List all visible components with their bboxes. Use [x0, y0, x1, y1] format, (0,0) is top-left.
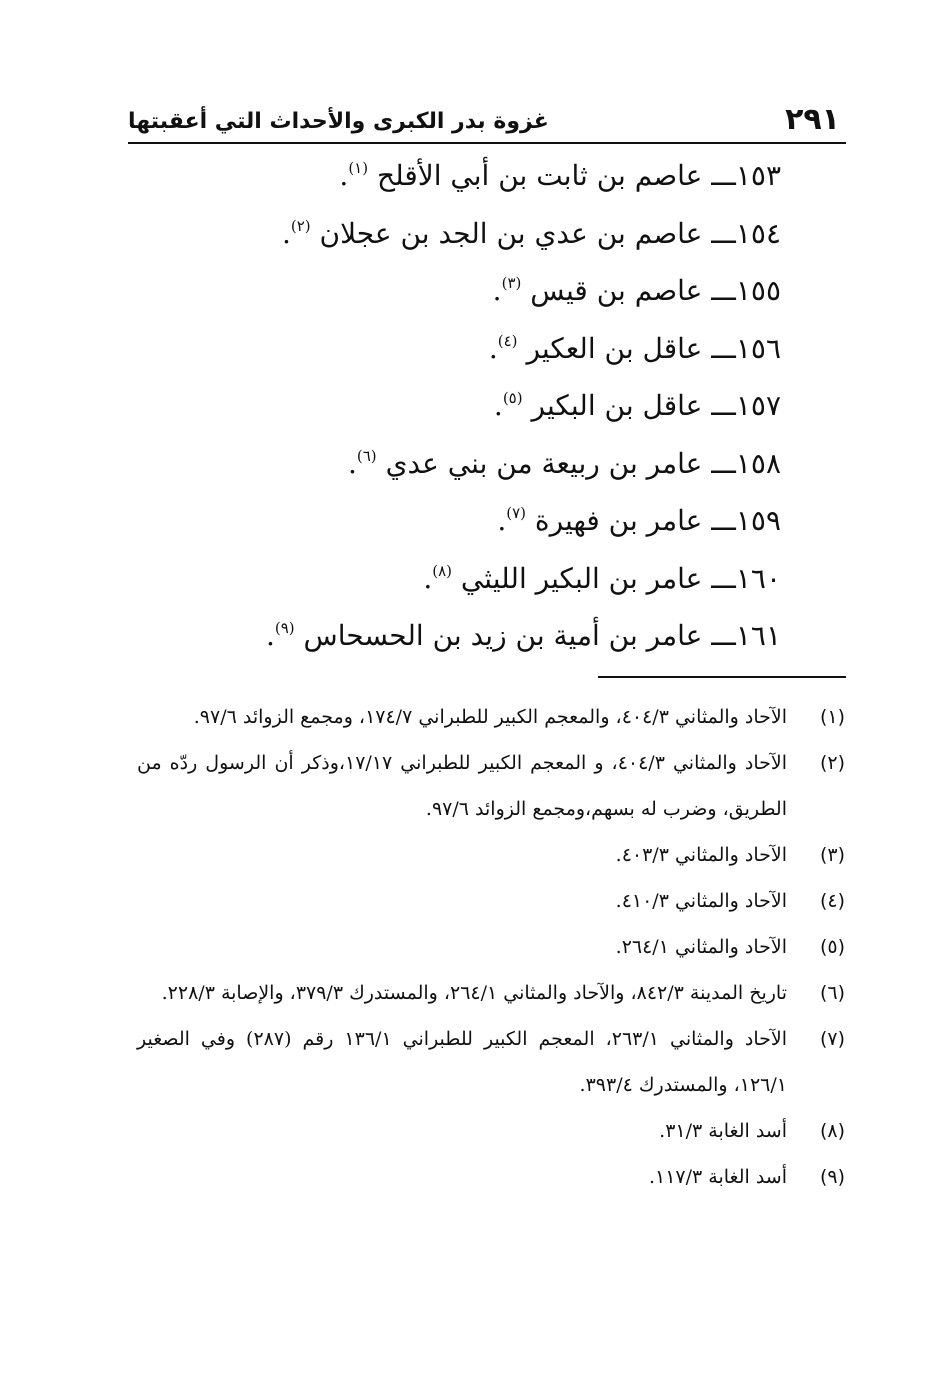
name-list	[221, 146, 781, 664]
list-item: ١٥٤ـــ عاصم بن عدي بن الجد بن عجلان $^{(٢)}$.	[281, 216, 781, 250]
list-item: ١٥٧ـــ عاقل بن البكير $^{(٥)}$.	[493, 389, 781, 422]
footnote	[137, 1154, 845, 1200]
entry-text: ـــ عاقل بن العكير	[526, 331, 736, 365]
list-item: ١٥٨ـــ عامر بن ربيعة من بني عدي $^{(٦)}$.	[347, 446, 781, 480]
footnote-ref[interactable]: (١)	[348, 159, 369, 177]
entry-text: ـــ عامر بن البكير الليثي	[460, 561, 736, 595]
entry-number: ١٥٩	[735, 504, 781, 537]
footnote-marker: (٥)	[819, 936, 845, 958]
list-item: ١٦٠ـــ عامر بن البكير الليثي $^{(٨)}$.	[423, 561, 781, 595]
entry-text: ـــ عاصم بن عدي بن الجد بن عجلان	[319, 216, 736, 250]
list-item: ١٥٥ـــ عاصم بن قيس $^{(٣)}$.	[492, 274, 781, 307]
footnote-separator	[598, 676, 846, 678]
footnote	[137, 1016, 845, 1108]
footnote-text: الآحاد والمثاني ٤١٠/٣.	[615, 890, 787, 912]
footnote-ref[interactable]: (٦)	[356, 446, 377, 465]
footnote-text: الآحاد والمثاني ٤٠٤/٣، و المعجم الكبير للطبراني ١٧/١٧،وذكر أن الرسول ردّه من الطريق، وضرب له بسهم،ومجمع الزوائد ٩٧/٦.	[137, 752, 787, 820]
footnote-ref[interactable]: (٥)	[502, 389, 523, 407]
entry-number: ١٥٨	[735, 446, 781, 480]
footnote-ref[interactable]: (٢)	[290, 216, 311, 235]
entry-text: ـــ عاصم بن قيس	[530, 274, 736, 307]
list-item: ١٥٩ـــ عامر بن فهيرة $^{(٧)}$.	[497, 504, 781, 537]
footnote-text: الآحاد والمثاني ٤٠٤/٣، والمعجم الكبير للطبراني ١٧٤/٧، ومجمع الزوائد ٩٧/٦.	[193, 706, 787, 728]
entry-number: ١٥٤	[735, 216, 781, 250]
page-header	[128, 100, 846, 144]
entry-number: ١٥٥	[735, 274, 781, 307]
footnote	[137, 970, 845, 1016]
footnote-ref[interactable]: (٨)	[432, 561, 453, 580]
footnotes	[137, 694, 845, 1200]
page-number: ٢٩١	[785, 102, 840, 137]
footnote-ref[interactable]: (٤)	[497, 331, 518, 350]
footnote	[137, 878, 845, 924]
footnote-text: أسد الغابة ٣١/٣.	[659, 1120, 787, 1142]
footnote-marker: (٢)	[819, 752, 845, 774]
footnote	[137, 740, 845, 832]
footnote-marker: (٤)	[819, 890, 845, 912]
footnote-marker: (٩)	[819, 1166, 845, 1188]
footnote	[137, 832, 845, 878]
list-item: ١٥٦ـــ عاقل بن العكير $^{(٤)}$.	[488, 331, 781, 365]
footnote-marker: (٦)	[819, 982, 845, 1004]
footnote-ref[interactable]: (٣)	[501, 274, 522, 292]
entry-text: ـــ عاقل بن البكير	[531, 389, 736, 422]
footnote-marker: (٧)	[819, 1028, 845, 1050]
list-item: ١٥٣ـــ عاصم بن ثابت بن أبي الأقلح $^{(١)}$.	[339, 159, 781, 192]
entry-number: ١٥٧	[735, 389, 781, 422]
footnote-marker: (١)	[819, 706, 845, 728]
footnote-text: أسد الغابة ١١٧/٣.	[648, 1166, 787, 1188]
footnote	[137, 924, 845, 970]
footnote	[137, 694, 845, 740]
footnote-marker: (٣)	[819, 844, 845, 866]
footnote-marker: (٨)	[819, 1120, 845, 1142]
footnote	[137, 1108, 845, 1154]
footnote-text: تاريخ المدينة ٨٤٢/٣، والآحاد والمثاني ٢٦٤/١، والمستدرك ٣٧٩/٣، والإصابة ٢٢٨/٣.	[161, 982, 787, 1004]
entry-text: ـــ عامر بن أمية بن زيد بن الحسحاس	[303, 619, 736, 652]
footnote-ref[interactable]: (٩)	[274, 619, 295, 637]
footnote-text: الآحاد والمثاني ٢٦٣/١، المعجم الكبير للطبراني ١٣٦/١ رقم (٢٨٧) وفي الصغير ١٢٦/١، والمستدرك ٣٩٣/٤.	[137, 1028, 787, 1096]
footnote-text: الآحاد والمثاني ٤٠٣/٣.	[615, 844, 787, 866]
footnote-ref[interactable]: (٧)	[506, 504, 526, 522]
entry-number: ١٥٣	[735, 159, 781, 192]
list-item: ١٦١ـــ عامر بن أمية بن زيد بن الحسحاس $^{(٩)}$.	[265, 619, 781, 652]
entry-text: ـــ عامر بن فهيرة	[534, 504, 736, 537]
running-title: غزوة بدر الكبرى والأحداث التي أعقبتها	[128, 109, 549, 134]
entry-text: ـــ عامر بن ربيعة من بني عدي	[385, 446, 736, 480]
footnote-text: الآحاد والمثاني ٢٦٤/١.	[615, 936, 787, 958]
entry-number: ١٦٠	[735, 561, 781, 595]
entry-number: ١٥٦	[735, 331, 781, 365]
entry-text: ـــ عاصم بن ثابت بن أبي الأقلح	[377, 159, 736, 192]
entry-number: ١٦١	[735, 619, 781, 652]
